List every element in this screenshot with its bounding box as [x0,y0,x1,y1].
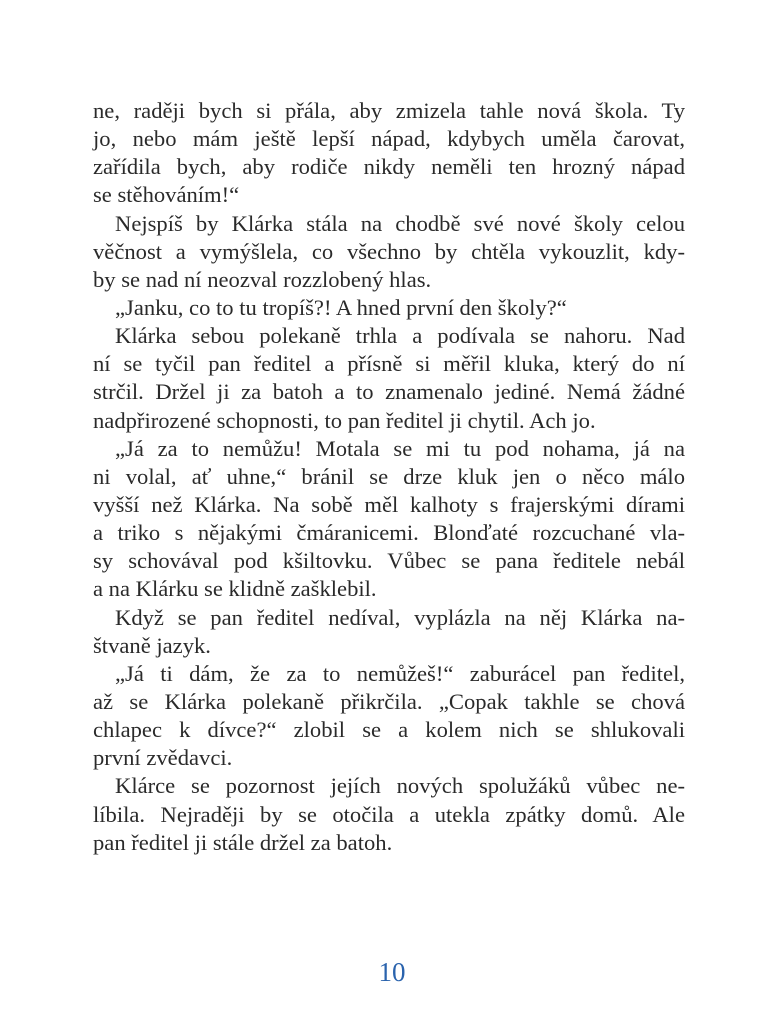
paragraph [93,660,685,773]
body-text [93,97,685,857]
text-line: první zvědavci. [93,745,233,771]
paragraph [93,97,685,210]
text-line: sy schovával pod kšiltovku. Vůbec se pana ředitele nebál [93,548,685,574]
text-line: zařídila bych, aby rodiče nikdy neměli ten hrozný nápad [93,154,685,180]
text-line: Když se pan ředitel nedíval, vyplázla na něj Klárka na- [115,604,685,630]
text-line: jo, nebo mám ještě lepší nápad, kdybych uměla čarovat, [93,126,685,152]
paragraph [93,294,685,322]
text-line: ní se tyčil pan ředitel a přísně si měřil kluka, který do ní [93,351,685,377]
text-line: líbila. Nejraději by se otočila a utekla zpátky domů. Ale [93,801,685,827]
text-line: se stěhováním!“ [93,182,240,208]
text-line: až se Klárka polekaně přikrčila. „Copak takhle se chová [93,688,685,714]
text-line: „Já za to nemůžu! Motala se mi tu pod nohama, já na [115,435,685,461]
text-line: ni volal, ať uhne,“ bránil se drze kluk jen o něco málo [93,463,685,489]
text-line: „Janku, co to tu tropíš?! A hned první den školy?“ [115,294,567,320]
text-line: nadpřirozené schopnosti, to pan ředitel ji chytil. Ach jo. [93,407,596,433]
text-line: „Já ti dám, že za to nemůžeš!“ zaburácel pan ředitel, [115,660,685,686]
page-number: 10 [378,957,406,987]
paragraph [93,322,685,435]
text-line: a triko s nějakými čmáranicemi. Blonďaté rozcuchané vla- [93,520,685,546]
text-line: chlapec k dívce?“ zlobil se a kolem nich se shlukovali [93,717,685,743]
paragraph [93,435,685,604]
text-line: a na Klárku se klidně zašklebil. [93,576,377,602]
text-line: ne, raději bych si přála, aby zmizela tahle nová škola. Ty [93,98,685,123]
text-line: strčil. Držel ji za batoh a to znamenalo jediné. Nemá žádné [93,379,685,405]
text-line: by se nad ní neozval rozzlobený hlas. [93,266,432,292]
paragraph [93,210,685,294]
paragraph [93,604,685,660]
text-line: věčnost a vymýšlela, co všechno by chtěla vykouzlit, kdy- [93,238,685,264]
text-line: vyšší než Klárka. Na sobě měl kalhoty s frajerskými dírami [93,491,685,517]
paragraph [93,772,685,856]
text-line: štvaně jazyk. [93,632,211,658]
text-line: pan ředitel ji stále držel za batoh. [93,829,393,855]
text-line: Klárce se pozornost jejích nových spolužáků vůbec ne- [115,773,685,799]
text-line: Nejspíš by Klárka stála na chodbě své nové školy celou [115,210,685,236]
text-line: Klárka sebou polekaně trhla a podívala se nahoru. Nad [115,323,685,349]
